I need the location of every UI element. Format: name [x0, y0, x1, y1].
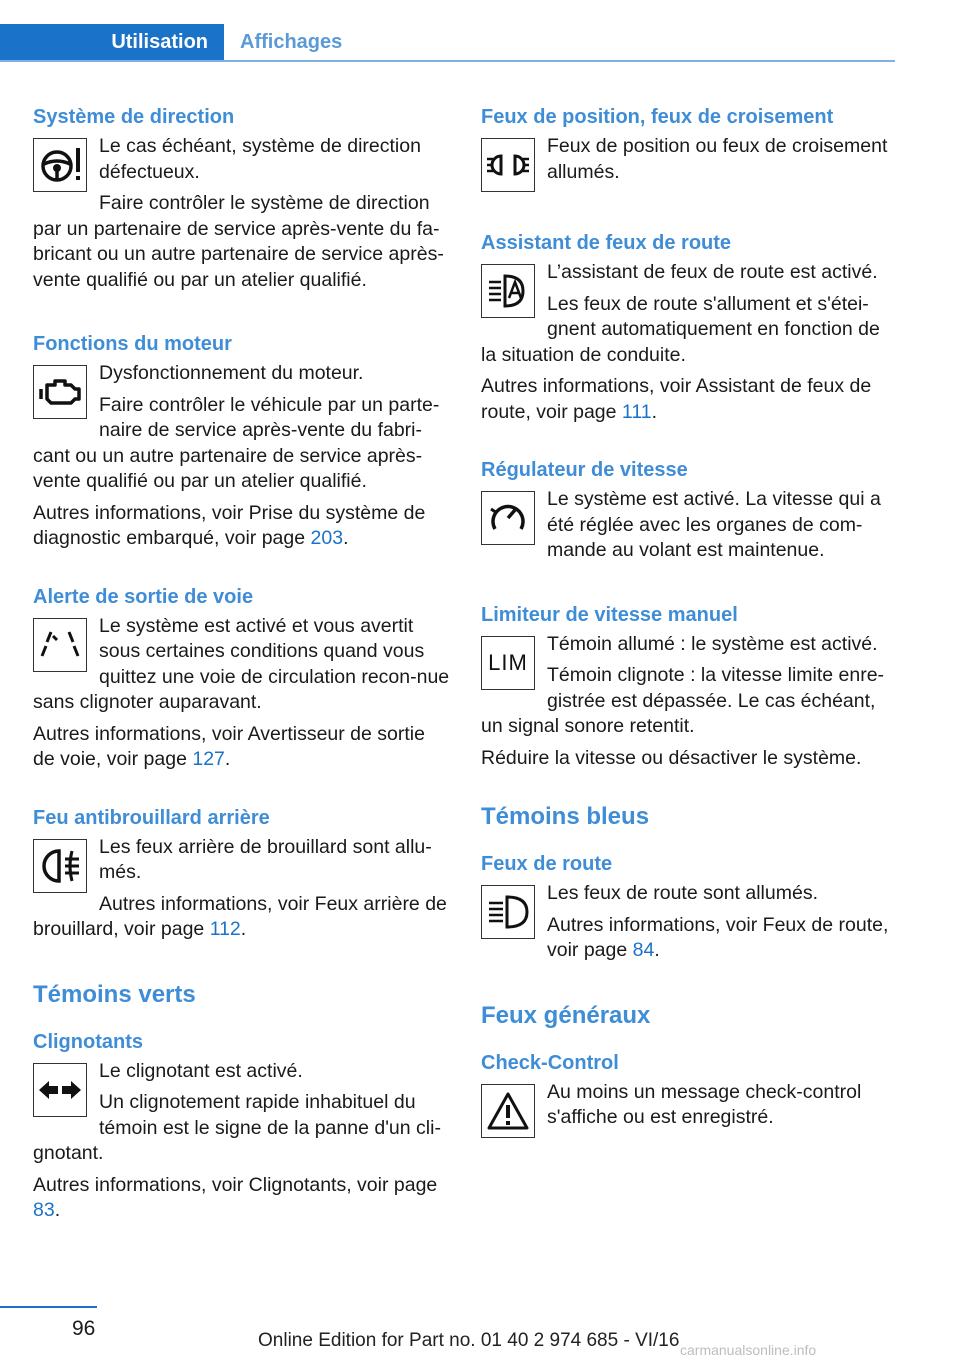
- cruise-control-icon: [481, 491, 535, 545]
- warning-triangle-icon: [481, 1084, 535, 1138]
- section-rear-fog: [33, 801, 451, 949]
- speed-limiter-icon: [481, 636, 535, 690]
- section-heading: Alerte de sortie de voie: [33, 585, 254, 608]
- paragraph: Autres informations, voir Avertisseur de sortie de voie, voir page 127.: [33, 722, 425, 770]
- paragraph: L’assistant de feux de route est activé.: [547, 261, 878, 283]
- limiter-icon-text: LIM: [488, 649, 528, 675]
- paragraph: Faire contrôler le système de direction par un partenaire de service après-vente du fa-bricant ou un autre partenaire de service après-vente qualifié ou par un atelier qualifié.: [33, 192, 444, 291]
- paragraph: Autres informations, voir Prise du système de diagnostic embarqué, voir page 203.: [33, 501, 426, 549]
- paragraph: Le clignotant est activé.: [99, 1059, 303, 1082]
- page-number: 96: [72, 1317, 96, 1340]
- section-position-lights: [481, 100, 899, 198]
- page-link[interactable]: 203: [310, 527, 344, 549]
- paragraph: Réduire la vitesse ou désactiver le système.: [481, 746, 862, 769]
- paragraph: Au moins un message check-control s'affiche ou est enregistré.: [547, 1080, 862, 1128]
- paragraph: Feux de position ou feux de croisement allumés.: [547, 135, 888, 183]
- left-column: [33, 100, 451, 1252]
- watermark: carmanualsonline.info: [680, 1342, 817, 1358]
- section-heading: Assistant de feux de route: [481, 232, 732, 254]
- lane-departure-icon: [33, 618, 87, 672]
- section-heading: Système de direction: [33, 106, 235, 128]
- paragraph: Autres informations, voir Feux de route, voir page 84.: [547, 913, 889, 961]
- tab-bar: [0, 24, 895, 62]
- green-indicators-heading: Témoins verts: [33, 980, 196, 1008]
- paragraph: Autres informations, voir Assistant de feux de route, voir page 111.: [481, 375, 872, 423]
- blue-indicators-heading: Témoins bleus: [481, 803, 650, 830]
- section-heading: Fonctions du moteur: [33, 333, 232, 355]
- paragraph: Un clignotement rapide inhabituel du témoin est le signe de la panne d'un cli-gnotant.: [33, 1091, 441, 1164]
- section-cruise-control: [481, 453, 899, 570]
- paragraph: Les feux de route s'allument et s'étei-gnent automatiquement en fonction de la situation de conduite.: [481, 292, 880, 366]
- page-link[interactable]: 84: [632, 939, 655, 961]
- tab-affichages[interactable]: Affichages: [240, 30, 343, 53]
- page-link[interactable]: 111: [621, 400, 652, 423]
- paragraph: Les feux de route sont allumés.: [547, 882, 818, 904]
- right-column: [481, 100, 899, 1172]
- page-link[interactable]: 127: [192, 748, 225, 770]
- section-lane-departure: [33, 580, 451, 773]
- section-heading: Check-Control: [481, 1051, 619, 1074]
- paragraph: Les feux arrière de brouillard sont allu-més.: [99, 835, 432, 883]
- paragraph: Le système est activé et vous avertit sous certaines conditions quand vous quittez une voie de circulation recon-nue sans clignoter auparavant.: [33, 614, 450, 713]
- paragraph: Le cas échéant, système de direction défectueux.: [99, 135, 421, 183]
- section-check-control: [481, 1046, 899, 1144]
- engine-icon: [33, 365, 87, 419]
- paragraph: Faire contrôler le véhicule par un parte-naire de service après-vente du fabri-cant ou un autre partenaire de service après-vente qualifié ou par un atelier qualifié.: [33, 393, 440, 492]
- page-link[interactable]: 83: [33, 1199, 55, 1221]
- paragraph: Dysfonctionnement du moteur.: [99, 362, 364, 384]
- position-lights-icon: [481, 138, 535, 192]
- tab-divider: [0, 60, 895, 62]
- section-turn-signals: [33, 1025, 451, 1224]
- paragraph: Autres informations, voir Feux arrière de brouillard, voir page 112.: [33, 892, 447, 940]
- section-heading: Limiteur de vitesse manuel: [481, 603, 738, 626]
- paragraph: Autres informations, voir Clignotants, voir page 83.: [33, 1173, 438, 1221]
- high-beam-icon: [481, 885, 535, 939]
- section-heading: Feux de route: [481, 853, 613, 875]
- page-link[interactable]: 112: [209, 918, 241, 940]
- footer-divider: [0, 1306, 97, 1308]
- paragraph: Témoin clignote : la vitesse limite enre-gistrée est dépassée. Le cas échéant, un signal sonore retentit.: [481, 664, 885, 737]
- section-high-beam: [481, 847, 899, 970]
- edition-text: Online Edition for Part no. 01 40 2 974 685 - VI/16: [258, 1330, 680, 1351]
- paragraph: Le système est activé. La vitesse qui a été réglée avec les organes de com-mande au volant est maintenue.: [547, 488, 881, 561]
- general-lights-heading: Feux généraux: [481, 1001, 651, 1029]
- steering-warning-icon: [33, 138, 87, 192]
- tab-utilisation[interactable]: Utilisation: [0, 24, 224, 60]
- section-heading: Feux de position, feux de croisement: [481, 106, 834, 128]
- section-steering: [33, 100, 451, 299]
- section-heading: Clignotants: [33, 1030, 143, 1053]
- section-heading: Régulateur de vitesse: [481, 459, 688, 481]
- turn-signal-arrows-icon: [33, 1063, 87, 1117]
- paragraph: Témoin allumé : le système est activé.: [547, 632, 878, 655]
- section-speed-limiter: [481, 598, 899, 772]
- high-beam-assistant-icon: [481, 264, 535, 318]
- section-high-beam-assistant: [481, 226, 899, 425]
- rear-fog-light-icon: [33, 839, 87, 893]
- section-heading: Feu antibrouillard arrière: [33, 806, 270, 829]
- section-engine: [33, 327, 451, 552]
